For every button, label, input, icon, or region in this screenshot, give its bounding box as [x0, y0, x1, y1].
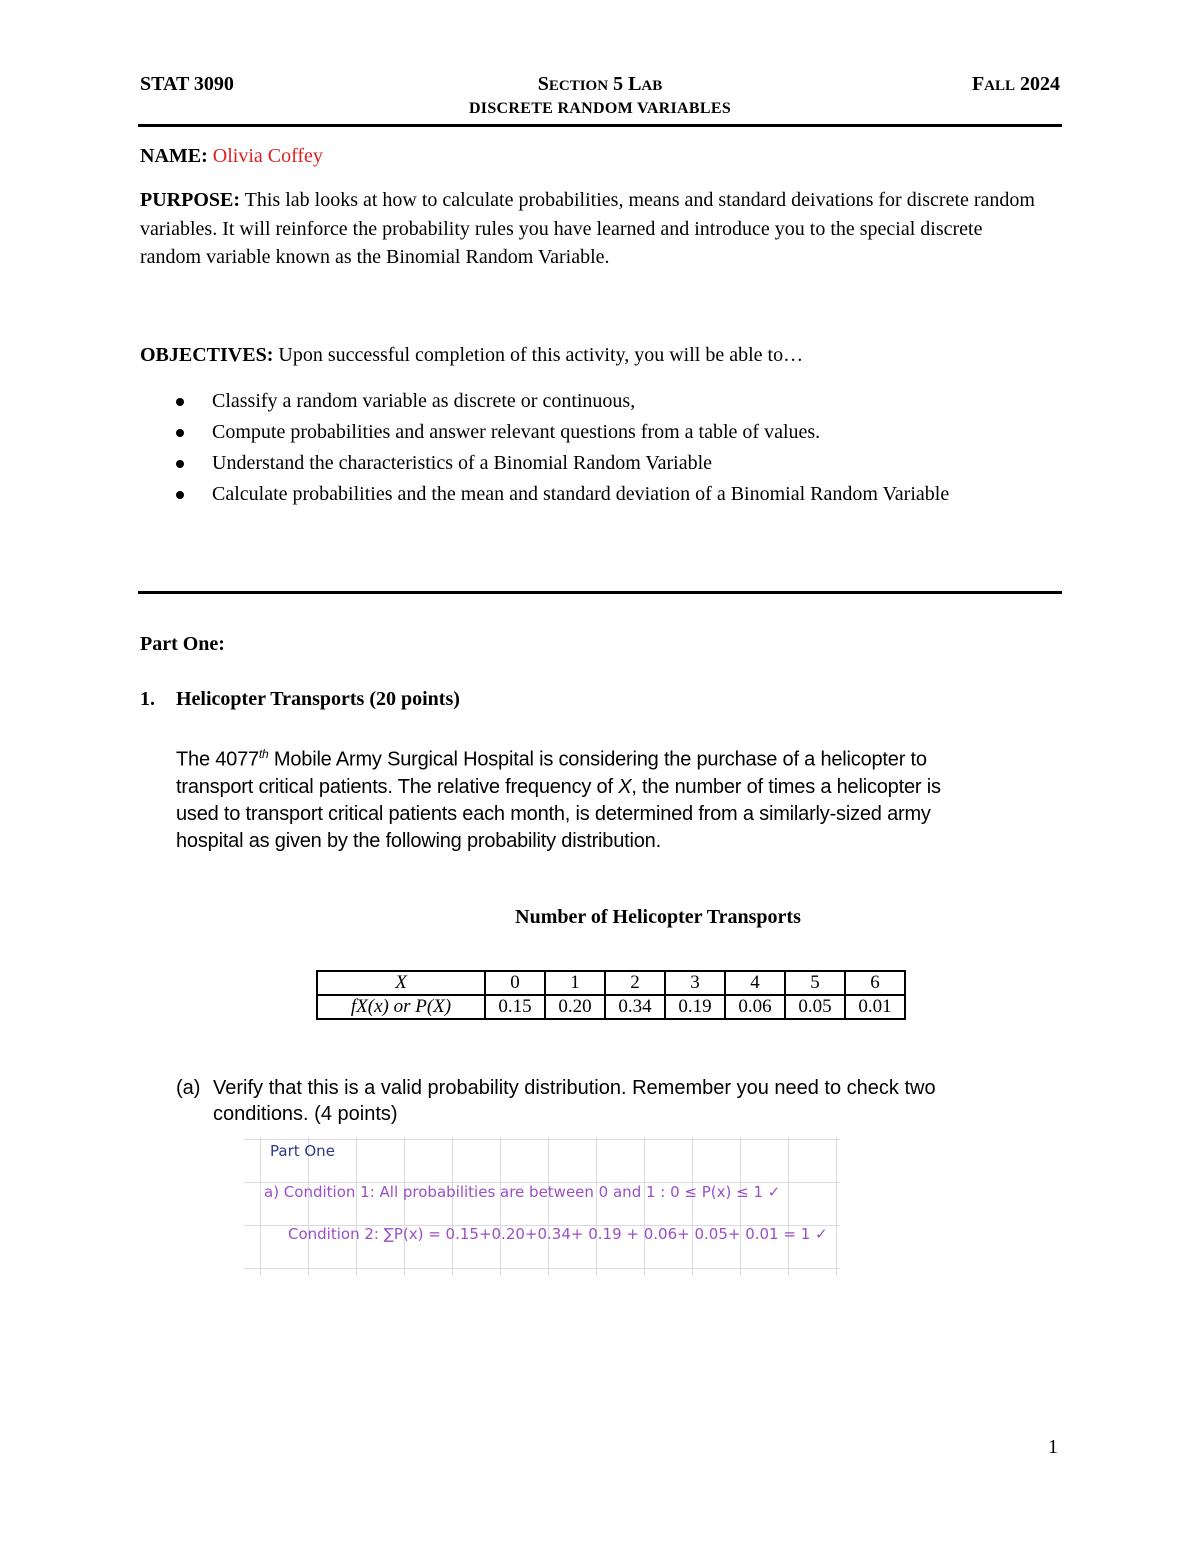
- objective-text: Classify a random variable as discrete or continuous,: [212, 390, 636, 412]
- handwritten-condition-2: Condition 2: ∑P(x) = 0.15+0.20+0.34+ 0.19 + 0.06+ 0.05+ 0.01 = 1 ✓: [288, 1225, 828, 1243]
- name-label: NAME:: [140, 145, 208, 167]
- q1-text-part: The 4077: [176, 748, 259, 771]
- term-part: 2024: [1015, 73, 1060, 95]
- objective-item: [138, 450, 1018, 477]
- question-1-title: Helicopter Transports (20 points): [176, 688, 460, 710]
- objective-text: Compute probabilities and answer relevant questions from a table of values.: [212, 421, 821, 443]
- term: [972, 73, 1060, 96]
- table-cell: 1: [545, 971, 605, 995]
- table-cell: 6: [845, 971, 905, 995]
- section-title-part: S: [537, 73, 549, 95]
- objectives-label: OBJECTIVES:: [140, 344, 274, 366]
- table-cell: 5: [785, 971, 845, 995]
- section-title-part: ECTION: [548, 78, 609, 94]
- handwritten-answer-grid: [244, 1137, 840, 1275]
- objectives-list: [138, 388, 1018, 512]
- objective-item: [138, 419, 1018, 446]
- purpose-label: PURPOSE:: [140, 189, 240, 211]
- section-title-part: AB: [641, 78, 663, 94]
- objective-text: Calculate probabilities and the mean and standard deviation of a Binomial Random Variable: [212, 483, 950, 505]
- table-cell: 0.06: [725, 995, 785, 1019]
- objectives-intro-line: [140, 341, 1040, 370]
- handwritten-condition-1: a) Condition 1: All probabilities are between 0 and 1 : 0 ≤ P(x) ≤ 1 ✓: [264, 1183, 781, 1201]
- section-subtitle: DISCRETE RANDOM VARIABLES: [468, 100, 732, 117]
- bullet-icon: [176, 429, 184, 437]
- purpose-paragraph: [140, 186, 1040, 272]
- objective-text: Understand the characteristics of a Binomial Random Variable: [212, 452, 713, 474]
- name-line: [140, 142, 323, 171]
- table-cell: 3: [665, 971, 725, 995]
- question-a-text: Verify that this is a valid probability distribution. Remember you need to check two conditions. (4 points): [213, 1077, 936, 1125]
- table-header-x: X: [317, 971, 485, 995]
- part-one-heading: Part One:: [140, 633, 225, 655]
- table-cell: 2: [605, 971, 665, 995]
- table-cell: 0.01: [845, 995, 905, 1019]
- table-header-px: fX(x) or P(X): [317, 995, 485, 1019]
- table-cell: 0.34: [605, 995, 665, 1019]
- bullet-icon: [176, 460, 184, 468]
- question-a-label: (a): [176, 1077, 201, 1099]
- course-code: STAT 3090: [140, 73, 234, 95]
- section-rule: [138, 591, 1062, 594]
- student-name: Olivia Coffey: [212, 145, 323, 167]
- q1-variable: X: [618, 775, 632, 798]
- objective-item: [138, 481, 1018, 508]
- page-number: 1: [1048, 1436, 1058, 1458]
- bullet-icon: [176, 491, 184, 499]
- objectives-intro: Upon successful completion of this activity, you will be able to…: [278, 344, 804, 366]
- table-row: [317, 995, 905, 1019]
- q1-text-part: , the number of times a helicopter is used to transport critical patients each month, is determined from a similarly-sized army hospital as given by the following probability distribution.: [176, 775, 941, 852]
- purpose-text: This lab looks at how to calculate probabilities, means and standard deivations for discrete random variables. It will reinforce the probability rules you have learned and introduce you to the special discrete random variable known as the Binomial Random Variable.: [140, 189, 1035, 268]
- table-row: [317, 971, 905, 995]
- term-part: ALL: [984, 78, 1015, 94]
- handwritten-title: Part One: [270, 1142, 335, 1160]
- table-cell: 4: [725, 971, 785, 995]
- header-rule: [138, 124, 1062, 127]
- table-cell: 0: [485, 971, 545, 995]
- bullet-icon: [176, 398, 184, 406]
- table-cell: 0.05: [785, 995, 845, 1019]
- q1-text-part: Mobile Army Surgical Hospital is considering the purchase of a helicopter to transport critical patients. The relative frequency of: [176, 748, 927, 798]
- objective-item: [138, 388, 1018, 415]
- table-cell: 0.15: [485, 995, 545, 1019]
- table-cell: 0.19: [665, 995, 725, 1019]
- table-title: Number of Helicopter Transports: [515, 906, 801, 928]
- probability-table: [316, 970, 906, 1020]
- question-1-number: 1.: [140, 688, 155, 710]
- q1-superscript: th: [258, 747, 269, 761]
- term-part: F: [971, 73, 985, 95]
- table-cell: 0.20: [545, 995, 605, 1019]
- question-1-text: [176, 741, 966, 855]
- section-title-part: 5 L: [608, 73, 642, 95]
